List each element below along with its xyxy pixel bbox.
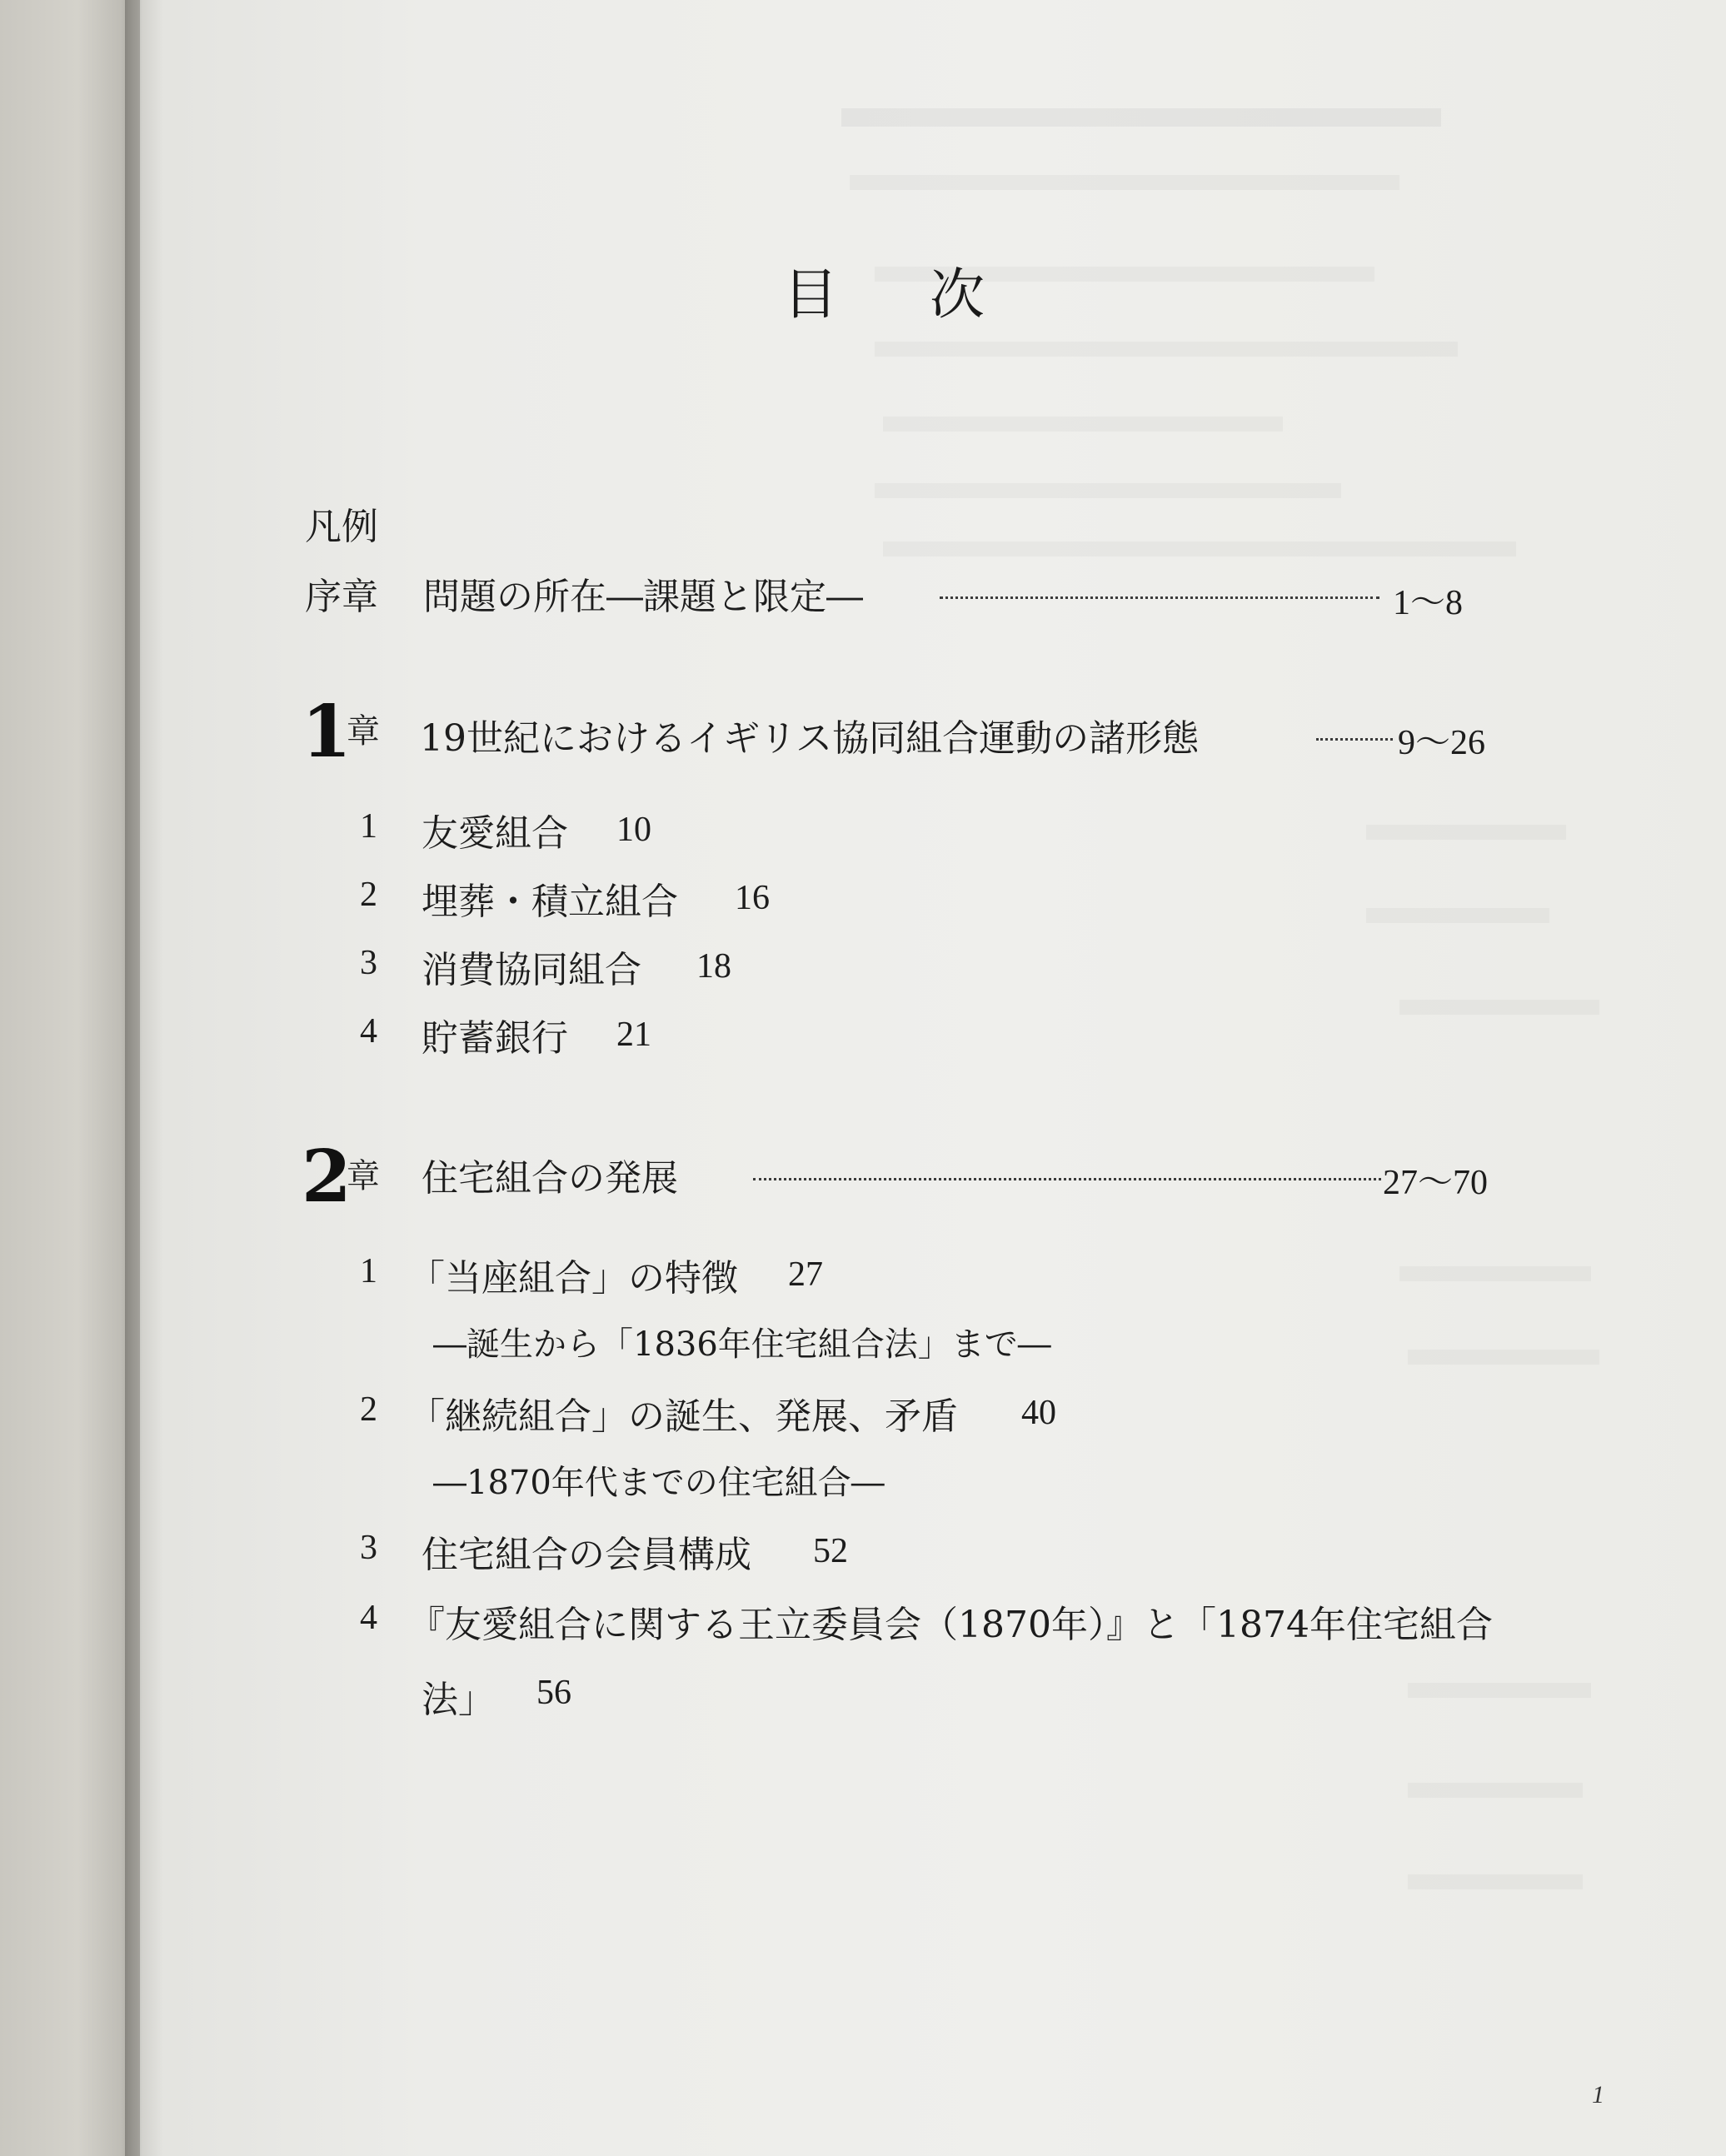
section-page: 10 (616, 811, 651, 849)
section-title[interactable]: 埋葬・積立組合 (422, 881, 678, 923)
section-number: 1 (360, 1252, 377, 1290)
section-number: 3 (360, 944, 377, 982)
section-title[interactable]: 住宅組合の会員構成 (422, 1534, 751, 1576)
hanrei-entry[interactable]: 凡例 (305, 506, 378, 548)
show-through (1408, 1783, 1583, 1798)
chapter-2-number: 2 (302, 1135, 352, 1219)
book-gutter-shadow (125, 0, 163, 2156)
section-page: 52 (813, 1532, 848, 1570)
show-through (1408, 1350, 1599, 1365)
prologue-leader (940, 596, 1379, 599)
prologue-label: 序章 (305, 576, 378, 618)
chapter-2-leader (753, 1178, 1381, 1180)
chapter-1-pages: 9～26 (1398, 724, 1486, 762)
chapter-1-suffix: 章 (347, 712, 380, 751)
toc-heading: 目次 (783, 262, 1076, 327)
show-through (1408, 1874, 1583, 1889)
facing-page-edge (0, 0, 142, 2156)
section-number: 2 (360, 1390, 377, 1429)
show-through (875, 483, 1341, 498)
section-page: 18 (696, 947, 731, 986)
section-page: 56 (536, 1674, 571, 1712)
section-title[interactable]: 友愛組合 (422, 812, 568, 855)
section-number: 3 (360, 1529, 377, 1567)
chapter-2-suffix: 章 (347, 1157, 380, 1195)
section-title[interactable]: 『友愛組合に関する王立委員会（1870年）』と「1874年住宅組合 (408, 1604, 1493, 1646)
section-subtitle: ―1870年代までの住宅組合― (433, 1464, 885, 1502)
section-subtitle: ―誕生から「1836年住宅組合法」まで― (433, 1325, 1051, 1364)
chapter-2-title[interactable]: 住宅組合の発展 (422, 1157, 678, 1200)
chapter-1-title[interactable]: 19世紀におけるイギリス協同組合運動の諸形態 (420, 717, 1200, 760)
section-page: 40 (1021, 1394, 1056, 1432)
section-title[interactable]: 「継続組合」の誕生、発展、矛盾 (408, 1395, 958, 1438)
show-through (1399, 1000, 1599, 1015)
section-page: 27 (788, 1255, 823, 1294)
section-number: 4 (360, 1012, 377, 1051)
section-number: 4 (360, 1599, 377, 1637)
page-number: 1 (1592, 2081, 1604, 2109)
prologue-title[interactable]: 問題の所在―課題と限定― (423, 576, 863, 618)
chapter-1-number: 1 (302, 690, 352, 774)
chapter-2-pages: 27～70 (1383, 1164, 1489, 1202)
section-title[interactable]: 貯蓄銀行 (422, 1017, 568, 1060)
show-through (841, 108, 1441, 127)
section-title[interactable]: 「当座組合」の特徴 (408, 1257, 738, 1300)
show-through (883, 541, 1516, 556)
show-through (1366, 825, 1566, 840)
section-page: 16 (735, 879, 770, 917)
show-through (883, 417, 1283, 432)
section-title[interactable]: 消費協同組合 (422, 949, 641, 991)
show-through (1399, 1266, 1591, 1281)
show-through (875, 342, 1458, 357)
section-page: 21 (616, 1016, 651, 1054)
section-title-continued: 法」 (422, 1679, 495, 1721)
show-through (1408, 1683, 1591, 1698)
show-through (850, 175, 1399, 190)
show-through (1366, 908, 1549, 923)
prologue-pages: 1～8 (1393, 584, 1464, 622)
section-number: 1 (360, 807, 377, 846)
chapter-1-leader (1316, 738, 1393, 741)
section-number: 2 (360, 876, 377, 914)
